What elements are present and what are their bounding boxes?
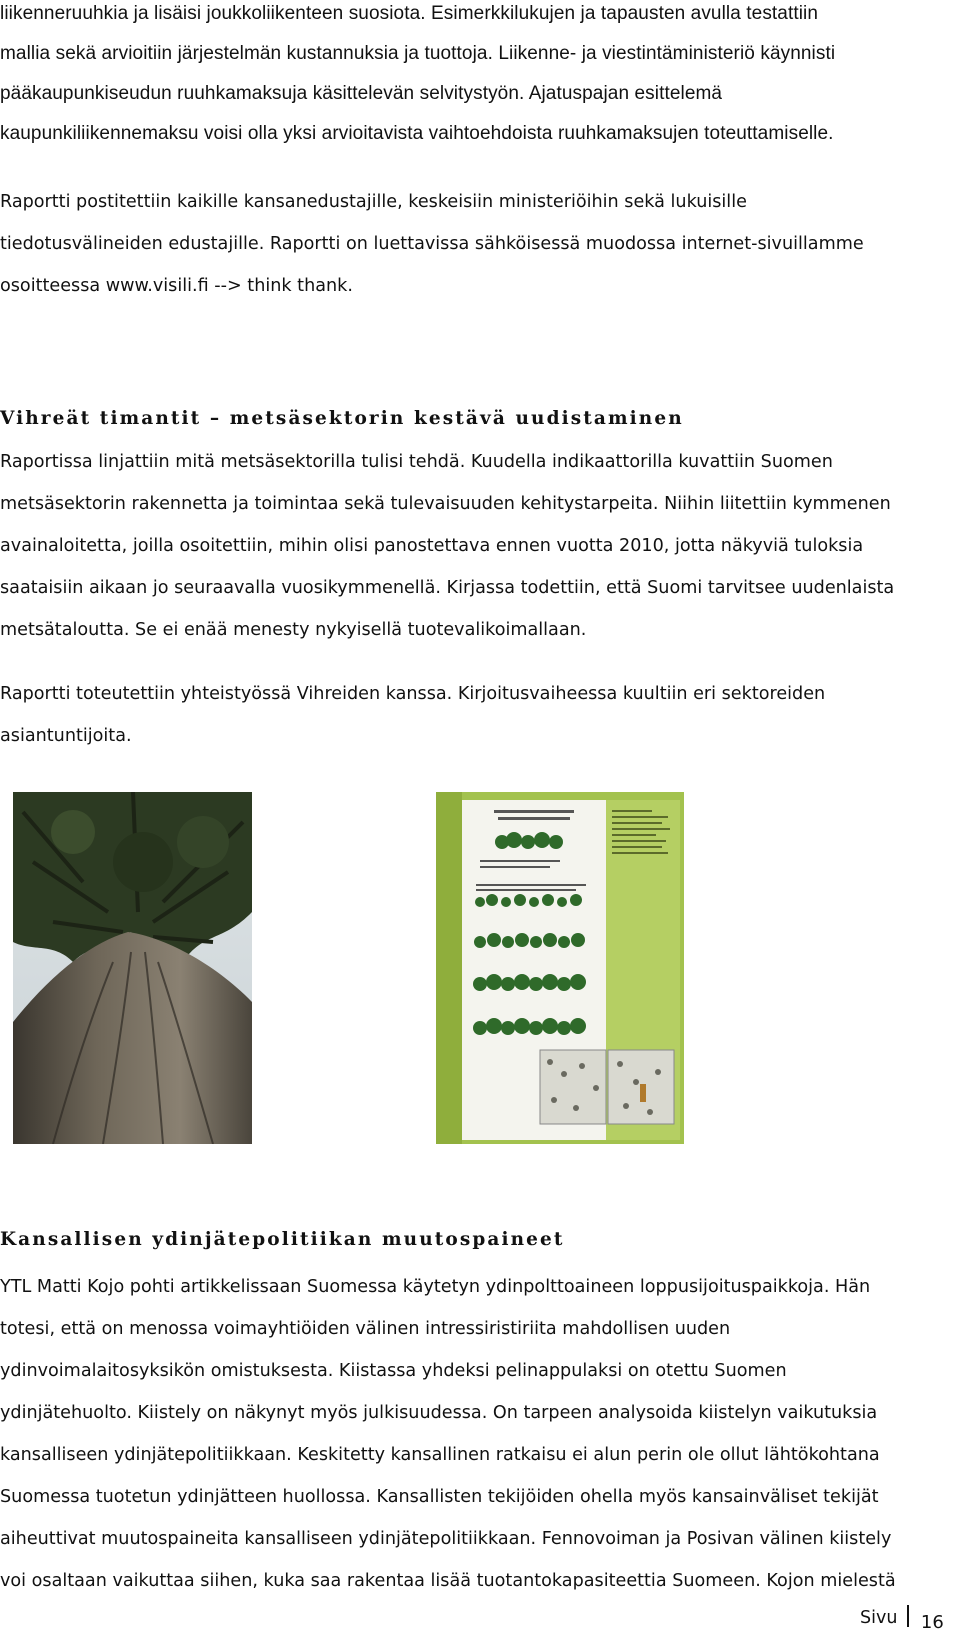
paragraph-2-line-2: tiedotusvälineiden edustajille. Raportti on luettavissa sähköisessä muodossa internet-sivuillamme	[0, 234, 864, 254]
paragraph-1-line-2: mallia sekä arvioitiin järjestelmän kustannuksia ja tuottoja. Liikenne- ja viestintäministeriö käynnisti	[0, 43, 836, 64]
paragraph-1-line-4: kaupunkiliikennemaksu voisi olla yksi arvioitavista vaihtoehdoista ruuhkamaksujen toteuttamiselle.	[0, 123, 834, 144]
paragraph-1-line-3: pääkaupunkiseudun ruuhkamaksuja käsittelevän selvitystyön. Ajatuspajan esittelemä	[0, 83, 723, 104]
paragraph-3-line-2: metsäsektorin rakennetta ja toimintaa sekä tulevaisuuden kehitystarpeita. Niihin liitettiin kymmenen	[0, 494, 891, 514]
paragraph-3-line-1: Raportissa linjattiin mitä metsäsektorilla tulisi tehdä. Kuudella indikaattorilla kuvattiin Suomen	[0, 452, 833, 472]
tree-photo	[13, 792, 252, 1144]
paragraph-5-line-6: Suomessa tuotetun ydinjätteen huollossa. Kansallisten tekijöiden ohella myös kansainväliset tekijät	[0, 1487, 879, 1507]
footer-label: Sivu	[860, 1608, 898, 1628]
paragraph-5-line-1: YTL Matti Kojo pohti artikkelissaan Suomessa käytetyn ydinpolttoaineen loppusijoituspaikkoja. Hän	[0, 1277, 871, 1297]
paragraph-3-line-5: metsätaloutta. Se ei enää menesty nykyisellä tuotevalikoimallaan.	[0, 620, 587, 640]
paragraph-4-line-1: Raportti toteutettiin yhteistyössä Vihreiden kanssa. Kirjoitusvaiheessa kuultiin eri sektoreiden	[0, 684, 826, 704]
paragraph-3-line-3: avainaloitetta, joilla osoitettiin, mihin olisi panostettava ennen vuotta 2010, jotta näkyviä tuloksia	[0, 536, 864, 556]
paragraph-5-line-4: ydinjätehuolto. Kiistely on näkynyt myös julkisuudessa. On tarpeen analysoida kiistelyn vaikutuksia	[0, 1403, 878, 1423]
section-heading-ydinjatepolitiikka: Kansallisen ydinjätepolitiikan muutospaineet	[0, 1229, 565, 1250]
footer-divider	[907, 1605, 909, 1627]
paragraph-5-line-8: voi osaltaan vaikuttaa siihen, kuka saa rakentaa lisää tuotantokapasiteettia Suomeen. Kojon mielestä	[0, 1571, 896, 1591]
paragraph-5-line-3: ydinvoimalaitosyksikön omistuksesta. Kiistassa yhdeksi pelinappulaksi on otettu Suomen	[0, 1361, 787, 1381]
section-heading-vihreat-timantit: Vihreät timantit – metsäsektorin kestävä uudistaminen	[0, 408, 684, 429]
paragraph-4-line-2: asiantuntijoita.	[0, 726, 132, 746]
paragraph-2-line-1: Raportti postitettiin kaikille kansanedustajille, keskeisiin ministeriöihin sekä lukuisille	[0, 192, 747, 212]
page-footer	[860, 1605, 944, 1633]
paragraph-5-line-5: kansalliseen ydinjätepolitiikkaan. Keskitetty kansallinen ratkaisu ei alun perin ole ollut lähtökohtana	[0, 1445, 880, 1465]
paragraph-3-line-4: saataisiin aikaan jo seuraavalla vuosikymmenellä. Kirjassa todettiin, että Suomi tarvitsee uudenlaista	[0, 578, 895, 598]
paragraph-5-line-7: aiheuttivat muutospaineita kansalliseen ydinjätepolitiikkaan. Fennovoiman ja Posivan välinen kiistely	[0, 1529, 892, 1549]
page-number: 16	[920, 1612, 944, 1633]
paragraph-1-line-1: liikenneruuhkia ja lisäisi joukkoliikenteen suosiota. Esimerkkilukujen ja tapausten avulla testattiin	[0, 3, 819, 24]
paragraph-2-line-3: osoitteessa www.visili.fi --> think thank.	[0, 276, 353, 296]
paragraph-5-line-2: totesi, että on menossa voimayhtiöiden välinen intressiristiriita mahdollisen uuden	[0, 1319, 731, 1339]
report-page-image	[436, 792, 684, 1144]
